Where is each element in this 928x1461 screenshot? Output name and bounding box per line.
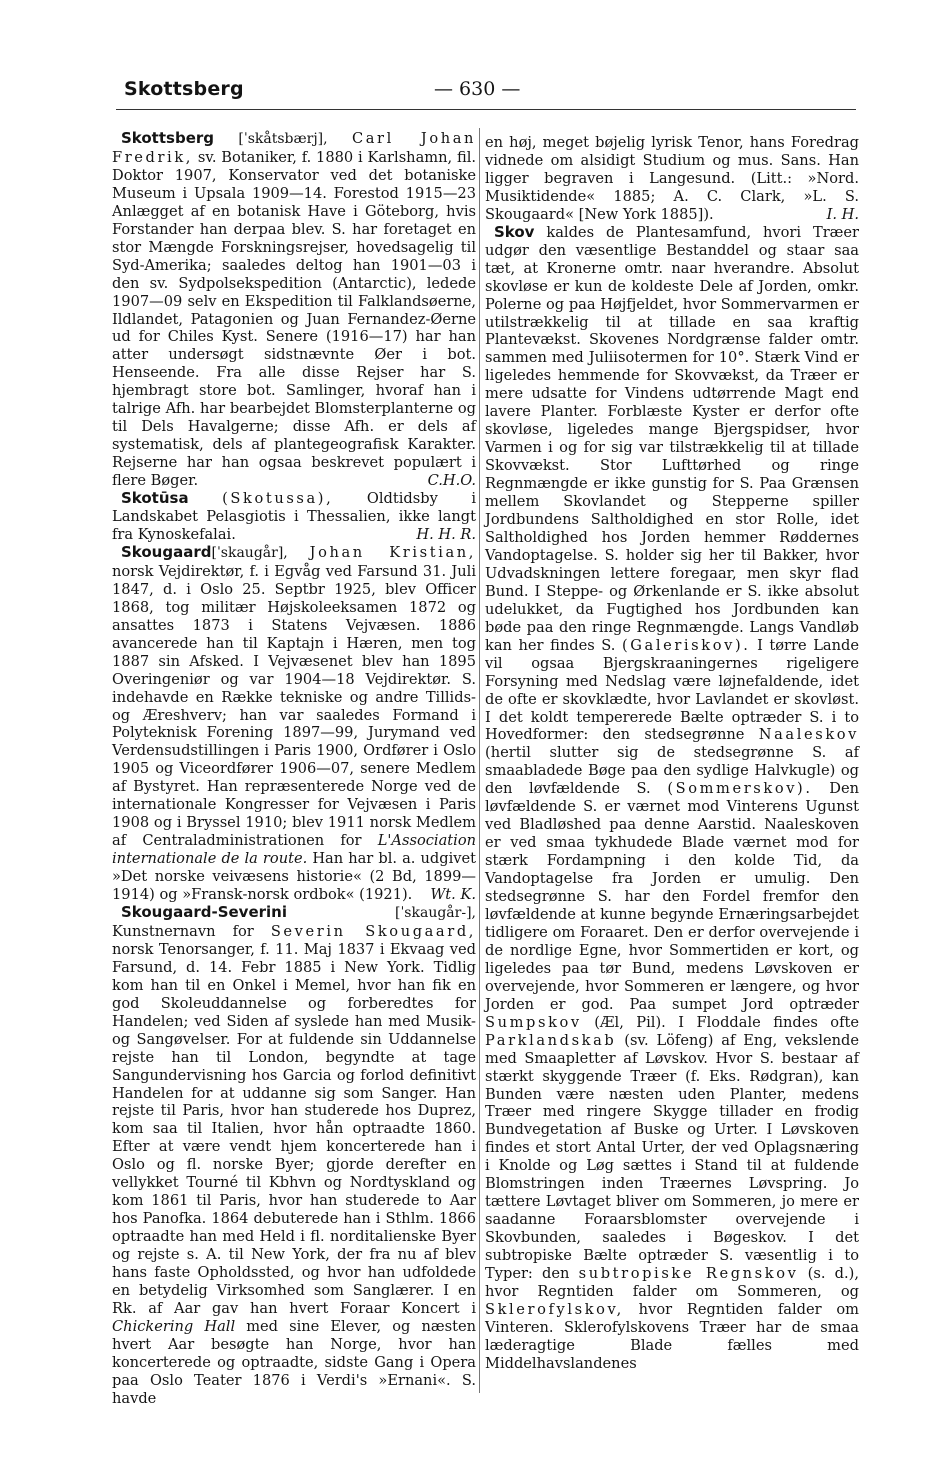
term-sklerofylskov: Sklerofylskov, (485, 1300, 624, 1318)
term-naaleskov: Naaleskov (758, 726, 860, 744)
running-head: Skottsberg (124, 78, 244, 100)
entry-body: Oldtidsby i Landskabet Pelasgiotis i Thessalien, ikke langt fra Kynoskefalai. (112, 490, 477, 543)
headword-skougaard: Skougaard (121, 542, 212, 561)
header-rule (116, 109, 856, 110)
entry-body: (Æl, Pil). I Floddale findes ofte (594, 1013, 859, 1031)
left-column (112, 130, 476, 1408)
entry-skougaard (112, 544, 476, 904)
pronunciation: [ˈskåtsbærj], (238, 131, 328, 147)
entry-severini-continued (485, 134, 859, 224)
person-name: Carl Johan Fredrik, (112, 130, 477, 166)
headword-skov: Skov (494, 222, 535, 241)
entry-body: (sv. Löfeng) af Eng, vekslende med Smaapletter af Løvskov. Hvor S. bestaar af stærkt skyggende Træer (f. Eks. Rødgran), kan Bunden være næsten uden Planter, medens Træer med ringere Skygge tillader en frodig Bundvegetation af Buske og Urter. I Løvskoven findes et stort Antal Urter, der ved Oplagsnæring i Knolde og Løg sættes i Stand til at fuldende Blomstringen inden Træernes Løvspring. Jo tættere Løvtaget bliver om Sommeren, jo mere er saadanne Foraarsblomster overvejende i Skovbunden, saaledes i Bøgeskov. I det subtropiske Bælte optræder S. væsentlig i to Typer: den (485, 1031, 860, 1283)
entry-skougaard-severini (112, 904, 476, 1408)
alt-name: (Skotussa), (222, 490, 334, 508)
column-divider (479, 128, 480, 1393)
term-regnskov: subtropiske Regnskov (578, 1265, 799, 1283)
author-signature: I. H. (826, 205, 859, 223)
term-sommerskov: (Sommerskov). (667, 780, 813, 798)
entry-body: (s. d.), hvor Regntiden falder om Sommeren, og (485, 1265, 859, 1300)
author-signature: H. H. R. (416, 525, 476, 543)
right-column (485, 134, 859, 1373)
italic-venue: Chickering Hall (112, 1317, 236, 1335)
entry-skottsberg (112, 130, 476, 490)
entry-body: Kunstnernavn for (112, 922, 254, 940)
pronunciation: [ˈskaugår-], (395, 904, 476, 921)
entry-body: sv. Botaniker, f. 1880 i Karlshamn, fil. Doktor 1907, Konservator ved det botaniske Museum i Upsala 1909—14. Forestod 1915—23 Anlægget af en botanisk Have i Göteborg, hvis Forstander han derpaa blev. S. har foretaget en stor Mængde Forskningsrejser, hovedsagelig til Syd-Amerika; saaledes deltog han 1901—03 i den sv. Sydpolsekspedition (Antarctic), ledede 1907—09 selv en Ekspedition til Falklandsøerne, Ildlandet, Patagonien og Juan Fernandez-Øerne ud for Chiles Kyst. Senere (1916—17) har han atter undersøgt sidstnævnte Øer i bot. Henseende. Fra alle disse Rejser har S. hjembragt store bot. Samlinger, hvoraf han i talrige Afh. har bearbejdet Blomsterplanterne og til Dels Havalgerne; disse Afh. er dels af systematisk, dels af plantegeografisk Karakter. Rejserne har han ogsaa beskrevet populært i flere Bøger. (112, 148, 477, 490)
entry-body: Den løvfældende S. er værnet mod Vinterens Ugunst ved Bladløshed paa denne Aarstid. Naaleskoven er ved smaa tykhudede Blade værnet mod for stærk Fordampning i den kolde Tid, da Vandoptagelse fra Jorden er umulig. Den stedsegrønne S. har den Fordel fremfor den løvfældende at kunne begynde Ernæringsarbejdet tidligere om Foraaret. Den er derfor overvejende i de nordlige Egne, hvor Sommertiden er kort, og ligeledes paa tør Bund, medens Løvskoven er overvejende, hvor Sommeren er længere, og hvor Jorden er god. Paa sumpet Jord optræder (485, 780, 860, 1013)
term-sumpskov: Sumpskov (485, 1013, 582, 1031)
entry-body: hvor Regntiden falder om Vinteren. Sklerofylskovens Træer har de smaa læderagtige Blade fælles med Middelhavslandenes (485, 1300, 860, 1372)
entry-body: norsk Vejdirektør, f. i Egvåg ved Farsund 31. Juli 1847, d. i Oslo 25. Septbr 1925, blev Officer 1868, tog militær Højskoleeksamen 1872 og ansattes 1873 i Statens Vejvæsen. 1886 avancerede han til Kaptajn i Hæren, men tog 1887 sin Afsked. I Vejvæsenet blev han 1895 Overingeniør og var 1904—18 Vejdirektør. S. indehavde en Række tekniske og andre Tillids- og Æreshverv; han var saaledes Formand i Polyteknisk Forening 1897—99, Jurymand ved Verdensudstillingen i Paris 1900, Ordfører i Oslo 1905 og Viceordfører 1906—07, senere Medlem af Bystyret. Han repræsenterede Norge ved de internationale Kongresser for Vejvæsen i Paris 1908 og i Bryssel 1910; blev 1911 norsk Medlem af Centraladministrationen for (112, 562, 476, 850)
entry-body-continued: Han har bl. a. udgivet »Det norske veivæsens historie« (2 Bd, 1899—1914) og »Fransk-norsk ordbok« (1921). (112, 850, 476, 904)
entry-skov (485, 224, 859, 1373)
term-galeriskov: (Galeriskov). (621, 636, 751, 654)
headword-skotusa: Skotūsa (121, 489, 189, 508)
page-number: — 630 — (434, 78, 521, 100)
italic-title: L'Association internationale de la route. (112, 832, 476, 868)
entry-skotusa (112, 490, 476, 544)
entry-body-continued: norsk Tenorsanger, f. 11. Maj 1837 i Ekvaag ved Farsund, d. 14. Febr 1885 i New York. Tidlig kom han til en Onkel i Memel, hvor han fik en god Skoleuddannelse og forberedtes for Handelen; ved Siden af syslede han med Musik- og Sangøvelser. For at fuldende sin Uddannelse rejste han til London, begyndte at tage Sangundervisning hos Garcia og forlod definitivt Handelen for at uddanne sig som Sanger. Han rejste til Paris, hvor han studerede hos Duprez, kom saa til Italien, hvor hån optraadte 1860. Efter at være vendt hjem koncerterede han i Oslo og fl. norske Byer; gjorde derefter en vellykket Tourné til Kbhvn og Nordtyskland og kom 1861 til Paris, hvor han studerede to Aar hos Panofka. 1864 debuterede han i Sthlm. 1866 optraadte han med Held i fl. norditalienske Byer og rejste s. A. til New York, der fra nu af blev hans faste Opholdssted, og hvor han udfoldede en betydelig Virksomhed som Sanglærer. I en Rk. af Aar gav han hvert Foraar Koncert i (112, 940, 476, 1317)
headword-skougaard-severini: Skougaard-Severini (121, 902, 287, 921)
person-name: Severin Skougaard, (270, 922, 476, 940)
entry-body: (hertil slutter sig de stedsegrønne S. af smaabladede Bøge paa den sydlige Halvkugle) og den løvfældende S. (485, 744, 859, 798)
author-signature: C.H.O. (427, 472, 476, 490)
person-name: Johan Kristian, (309, 543, 476, 561)
author-signature: Wt. K. (430, 886, 476, 904)
entry-body: kaldes de Plantesamfund, hvori Træer udgør den væsentlige Bestanddel og staar saa tæt, at Kronerne omtr. naar hverandre. Absolut skovløse er kun de koldeste Dele af Jorden, omkr. Polerne og paa Højfjeldet, hvor Sommervarmen er utilstrækkelig til at tillade en saa kraftig Plantevækst. Skovenes Nordgrænse falder omtr. sammen med Juliisotermen for 10°. Stærk Vind er ligeledes hemmende for Skovvækst, da Træer er mere udsatte for Vindens udtørrende Magt end lavere Planter. Forblæste Kyster er derfor ofte skovløse, ligeledes mange Bjergspidser, hvor Varmen i og for sig var tilstrækkelig til at tillade Skovvækst. Stor Lufttørhed og ringe Regnmængde er ikke gunstig for S. Paa Grænsen mellem Skovlandet og Stepperne spiller Jordbundens Saltholdighed en stor Rolle, idet Saltholdighed hos Jorden hemmer Røddernes Vandoptagelse. S. holder sig her til Bakker, hvor Udvadskningen lettere foregaar, men skyr flad Bund. I Steppe- og Ørkenlande er S. ikke absolut udelukket, da Fugtighed hos Jordbunden kan bøde paa den ringe Regnmængde. Langs Vandløb kan her findes S. (485, 223, 860, 654)
headword-skottsberg: Skottsberg (121, 129, 214, 147)
term-parklandskab: Parklandskab (485, 1031, 617, 1049)
pronunciation: [ˈskaugår], (211, 544, 288, 561)
entry-body: en høj, meget bøjelig lyrisk Tenor, hans Foredrag vidnede om alsidigt Studium og mus. Sans. Han ligger begraven i Langesund. (Litt.: »Nord. Musiktidende« 1885; A. C. Clark, »L. S. Skougaard« [New York 1885]). (485, 134, 859, 223)
entry-body-end: med sine Elever, og næsten hvert Aar besøgte han Norge, hvor han koncerterede og optraadte, sidste Gang i Opera paa Oslo Teater 1876 i Verdi's »Ernani«. S. havde (112, 1317, 476, 1407)
page-header (116, 78, 856, 108)
entry-body: I tørre Lande vil ogsaa Bjergskraaningernes rigeligere Forsyning med Nedslag være løjnefaldende, idet de ofte er skovklædte, hvor Lavlandet er skovløst. I det koldt tempererede Bælte optræder S. i to Hovedformer: den stedsegrønne (485, 636, 859, 744)
